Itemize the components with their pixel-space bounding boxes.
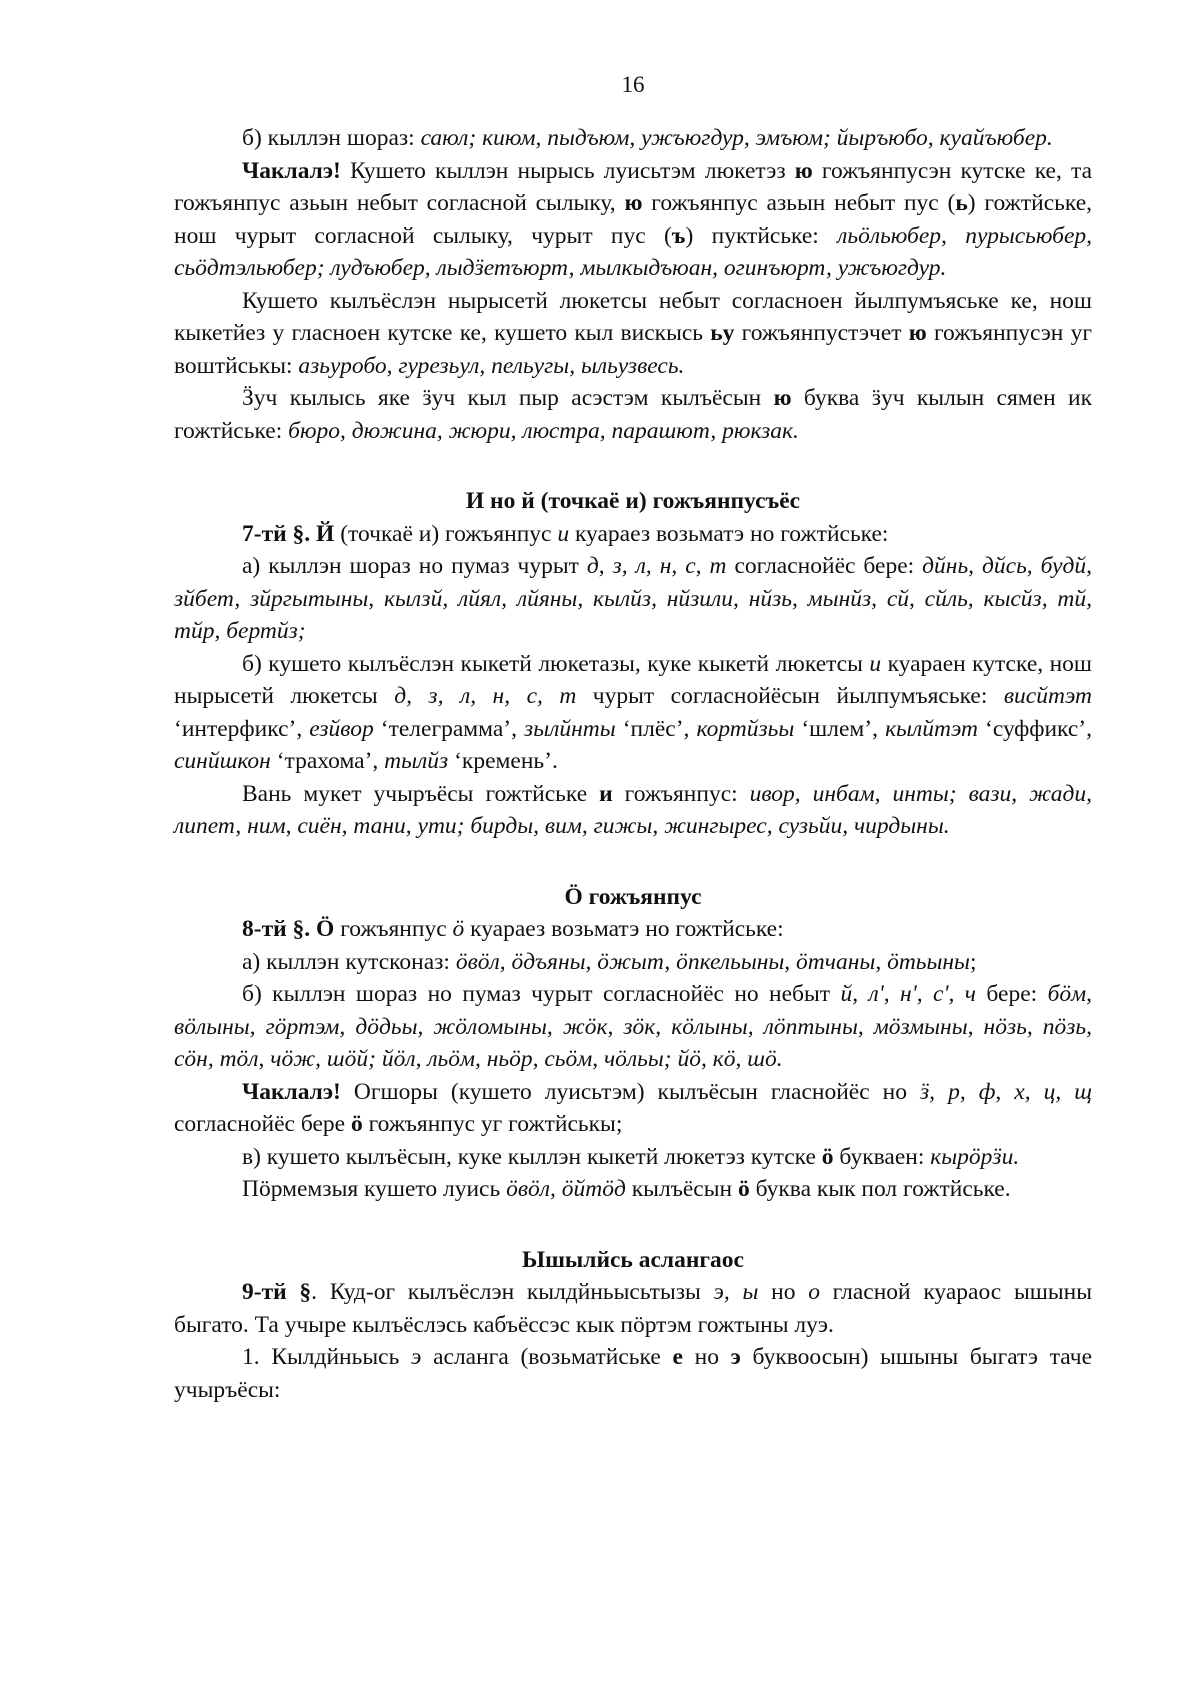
warning-label: Чаклалэ! bbox=[242, 157, 341, 184]
warning-label: Чаклалэ! bbox=[242, 1078, 341, 1105]
text: (точкаё и) гожъянпус bbox=[334, 520, 558, 547]
text: 1. Кылдйньысь bbox=[242, 1344, 411, 1370]
example: тылйз bbox=[384, 748, 449, 774]
examples: бюро, дюжина, жюри, люстра, парашют, рюкзак. bbox=[288, 417, 799, 444]
text: гожъянпус уг гожтйськы; bbox=[362, 1111, 623, 1137]
text: б) кушето кылъёслэн кыкетй люкетазы, куке кыкетй люкетсы bbox=[242, 650, 870, 677]
gloss: ‘телеграмма’, bbox=[373, 715, 525, 742]
gloss: ‘трахома’, bbox=[270, 748, 385, 774]
paragraph bbox=[174, 155, 1092, 285]
text: куараен кутске, нош нырысетй люкетсы bbox=[174, 650, 1092, 709]
letter: и bbox=[869, 650, 882, 677]
text: но bbox=[682, 1344, 731, 1370]
text: Огшоры (кушето луисьтэм) кылъёсын гласнойёс но bbox=[340, 1078, 921, 1105]
text: букваен: bbox=[833, 1143, 931, 1170]
section-heading: Ышылйсь аслангаос bbox=[522, 1246, 744, 1273]
gloss: ‘плёс’, bbox=[615, 715, 697, 742]
letter: о bbox=[808, 1279, 820, 1305]
letter: ю bbox=[624, 190, 643, 216]
text: ) пуктйське: bbox=[685, 222, 838, 249]
page-number: 16 bbox=[621, 72, 645, 97]
paragraph bbox=[174, 382, 1092, 447]
text: гожъянпусэн кутске ке, та гожъянпус азьын небыт согласной сылыку, bbox=[174, 157, 1092, 216]
text: асланга (возьматйське bbox=[421, 1344, 673, 1370]
text: гожъянпус bbox=[334, 916, 453, 942]
example: синйшкон bbox=[174, 748, 271, 774]
text: гласной куараос ышыны быгато. Та учыре кылъёслэсь кабъёссэс кык пӧртэм гожтыны луэ. bbox=[174, 1279, 1092, 1338]
text: а) кыллэн шораз но пумаз чурыт bbox=[242, 553, 587, 579]
paragraph bbox=[174, 978, 1092, 1076]
letters: д, з, л, н, с, т bbox=[394, 683, 577, 709]
letter: ю bbox=[773, 385, 792, 411]
paragraph bbox=[174, 122, 1092, 155]
paragraph bbox=[174, 1141, 1092, 1174]
letter: ьу bbox=[710, 320, 735, 346]
text: согласнойёс бере: bbox=[726, 553, 923, 579]
letters: й, л', н', с', ч bbox=[840, 981, 976, 1007]
text: буквоосын) ышыны быгатэ таче учыръёсы: bbox=[174, 1344, 1092, 1403]
examples: ивор, инбам, инты; вази, жади, липет, ним, сиён, тани, ути; бирды, вим, гижы, жингырес, сузьйи, чирдыны. bbox=[174, 780, 1092, 839]
text: буква ӟуч кылын сямен ик гожтйське: bbox=[174, 385, 1093, 444]
section-number: 9-тй § bbox=[242, 1279, 312, 1305]
example: кылйтэт bbox=[885, 715, 978, 742]
text: куараез возьматэ но гожтйське: bbox=[464, 916, 784, 942]
examples: ӧвӧл, ӧйтӧд bbox=[506, 1176, 626, 1202]
example: висйтэт bbox=[1003, 683, 1092, 709]
text: ) гожтйське, нош чурыт согласной сылыку, чурыт пус ( bbox=[174, 190, 1092, 249]
paragraph bbox=[174, 285, 1092, 383]
text: б) кыллэн шораз но пумаз чурыт согласнойёс но небыт bbox=[242, 981, 841, 1007]
letter: и bbox=[557, 520, 570, 547]
paragraph bbox=[174, 778, 1092, 843]
paragraph bbox=[174, 518, 1092, 551]
gloss: ‘шлем’, bbox=[794, 715, 886, 742]
letter: э bbox=[730, 1344, 741, 1370]
letter: ю bbox=[908, 320, 927, 346]
letter: ӧ bbox=[821, 1143, 834, 1170]
letter: ю bbox=[794, 157, 813, 184]
examples: саюл; киюм, пыдъюм, ужъюгдур, эмъюм; йыръюбо, куайъюбер. bbox=[420, 125, 1053, 151]
paragraph bbox=[174, 648, 1092, 778]
paragraph bbox=[174, 946, 1092, 979]
text: гожъянпус: bbox=[612, 780, 750, 807]
letters: ӟ, р, ф, х, ц, щ bbox=[920, 1078, 1092, 1105]
example: езйвор bbox=[309, 715, 374, 742]
text: согласнойёс бере bbox=[174, 1111, 351, 1137]
text: гожъянпус азьын небыт пус ( bbox=[642, 190, 956, 216]
letter: и bbox=[599, 780, 613, 807]
paragraph bbox=[174, 1276, 1092, 1341]
text: Пӧрмемзыя кушето луись bbox=[242, 1176, 507, 1202]
text: б) кыллэн шораз: bbox=[242, 125, 421, 151]
paragraph bbox=[174, 550, 1092, 648]
letter: е bbox=[672, 1344, 683, 1370]
section-heading: И но й (точкаё и) гожъянпусъёс bbox=[465, 488, 801, 514]
examples: азьуробо, гурезьул, пельугы, ыльузвесь. bbox=[298, 352, 685, 379]
text: но bbox=[758, 1279, 809, 1305]
letters: э, ы bbox=[713, 1279, 759, 1305]
section-heading: Ӧ гожъянпус bbox=[564, 883, 702, 910]
letter: ӧ bbox=[452, 916, 465, 942]
letter: ъ bbox=[671, 222, 686, 249]
text: гожъянпусэн уг воштйськы: bbox=[174, 320, 1092, 379]
examples: бӧм, вӧлыны, гӧртэм, дӧдьы, жӧломыны, жӧк, зӧк, кӧлыны, лӧптыны, мӧзмыны, нӧзь, пӧзь, сӧн, тӧл, чӧж, шӧй; йӧл, льӧм, ньӧр, сьӧм, чӧльы; йӧ, кӧ, шӧ. bbox=[174, 981, 1093, 1072]
gloss: ‘кремень’. bbox=[448, 748, 558, 774]
text: . Куд-ог кылъёслэн кылдйньысьтызы bbox=[311, 1279, 714, 1305]
text: Ӟуч кылысь яке ӟуч кыл пыр асэстэм кылъёсын bbox=[242, 385, 774, 411]
examples: дйнь, дйсь, будй, зйбет, зйргытыны, кылзй, лйял, лйяны, кылйз, нйзили, нйзь, мынйз, сй, сйль, кысйз, тй, тйр, бертйз; bbox=[174, 553, 1093, 644]
letter: э bbox=[411, 1344, 422, 1370]
examples: кырӧрӟи. bbox=[930, 1143, 1020, 1170]
paragraph bbox=[174, 1341, 1092, 1406]
paragraph bbox=[174, 1076, 1092, 1141]
text: бере: bbox=[975, 981, 1048, 1007]
example: зылйнты bbox=[524, 715, 616, 742]
letters: д, з, л, н, с, т bbox=[586, 553, 727, 579]
letter: ӧ bbox=[350, 1111, 363, 1137]
gloss: ‘интерфикс’, bbox=[174, 715, 310, 742]
text: кылъёсын bbox=[625, 1176, 738, 1202]
text: Вань мукет учыръёсы гожтйське bbox=[242, 780, 600, 807]
text: Кушето кылъёслэн нырысетй люкетсы небыт согласноен йылпумъяське ке, нош кыкетйез у гласноен кутске ке, кушето кыл вискысь bbox=[174, 287, 1092, 346]
text: а) кыллэн кутсконаз: bbox=[242, 948, 456, 975]
text: в) кушето кылъёсын, куке кыллэн кыкетй люкетэз кутске bbox=[242, 1143, 822, 1170]
example: кортйзьы bbox=[696, 715, 795, 742]
text: чурыт согласнойёсын йылпумъяське: bbox=[576, 683, 1004, 709]
text: куараез возьматэ но гожтйське: bbox=[569, 520, 889, 547]
letter: ь bbox=[955, 190, 968, 216]
section-number: 7-тй §. Й bbox=[242, 520, 335, 547]
text: буква кык пол гожтйське. bbox=[749, 1176, 1011, 1202]
paragraph bbox=[174, 1173, 1092, 1206]
text: гожъянпустэчет bbox=[734, 320, 909, 346]
examples: льӧльюбер, пурысьюбер, сьӧдтэльюбер; лудъюбер, лыдӟетъюрт, мылкыдъюан, огинъюрт, ужъюгдур. bbox=[174, 222, 1093, 281]
examples: ӧвӧл, ӧдъяны, ӧжыт, ӧпкельыны, ӧтчаны, ӧтьыны bbox=[455, 948, 970, 975]
section-number: 8-тй §. Ӧ bbox=[242, 916, 335, 942]
paragraph bbox=[174, 913, 1092, 946]
text: ; bbox=[969, 948, 977, 975]
gloss: ‘суффикс’, bbox=[977, 715, 1092, 742]
text: Кушето кыллэн нырысь луисьтэм люкетэз bbox=[340, 157, 795, 184]
letter: ӧ bbox=[737, 1176, 750, 1202]
